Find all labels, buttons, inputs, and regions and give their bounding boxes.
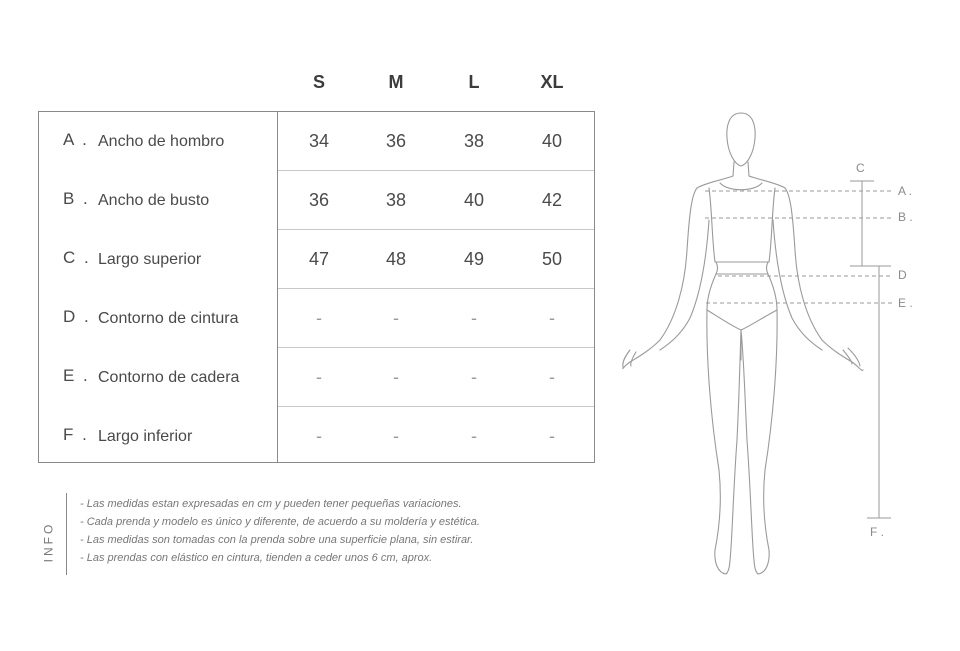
value-cell: 42 <box>541 190 563 210</box>
value-cell: 38 <box>463 131 485 151</box>
measurement-guides <box>705 181 892 518</box>
row-letter: E . <box>63 366 90 385</box>
body-figure <box>615 105 945 585</box>
value-cell: 36 <box>385 131 407 151</box>
value-cell: - <box>316 367 322 387</box>
info-divider <box>66 493 67 575</box>
table-row <box>39 171 594 230</box>
row-letter: B . <box>63 189 90 208</box>
size-header-xl: XL <box>540 72 564 92</box>
info-note: - Las medidas son tomadas con la prenda sobre una superficie plana, sin estirar. <box>80 534 474 546</box>
value-cell: 34 <box>308 131 330 151</box>
mannequin-outline <box>623 113 863 574</box>
value-cell: 49 <box>463 249 485 269</box>
size-header-m: M <box>388 72 404 92</box>
measure-label-d: D <box>898 268 907 282</box>
row-letter: F . <box>63 425 89 444</box>
value-cell: - <box>471 308 477 328</box>
row-letter: A . <box>63 130 89 149</box>
value-cell: - <box>549 308 555 328</box>
info-label: INFO <box>41 521 56 563</box>
value-cell: 47 <box>308 249 330 269</box>
value-cell: - <box>393 367 399 387</box>
info-note: - Cada prenda y modelo es único y diferente, de acuerdo a su moldería y estética. <box>80 516 480 528</box>
value-cell: 40 <box>541 131 563 151</box>
value-cell: 38 <box>385 190 407 210</box>
value-cell: - <box>471 367 477 387</box>
row-letter: C . <box>63 248 91 267</box>
measure-label-f: F . <box>870 525 884 539</box>
table-row <box>39 348 594 407</box>
row-label: Largo superior <box>98 251 202 268</box>
row-label: Contorno de cadera <box>98 369 240 386</box>
value-cell: - <box>393 426 399 446</box>
size-table <box>38 111 595 463</box>
value-cell: - <box>549 426 555 446</box>
measure-label-e: E . <box>898 296 913 310</box>
table-row <box>39 289 594 348</box>
row-label: Contorno de cintura <box>98 310 239 327</box>
value-cell: 40 <box>463 190 485 210</box>
value-cell: 50 <box>541 249 563 269</box>
row-label: Ancho de hombro <box>98 133 225 150</box>
table-row <box>39 230 594 289</box>
table-row <box>39 407 594 466</box>
info-note: - Las prendas con elástico en cintura, tienden a ceder unos 6 cm, aprox. <box>80 552 433 564</box>
size-header-s: S <box>312 72 325 92</box>
value-cell: - <box>316 308 322 328</box>
value-cell: - <box>316 426 322 446</box>
value-cell: - <box>471 426 477 446</box>
value-cell: 48 <box>385 249 407 269</box>
row-label: Largo inferior <box>98 428 193 445</box>
info-notes <box>80 495 480 567</box>
row-label: Ancho de busto <box>98 192 210 209</box>
value-cell: - <box>393 308 399 328</box>
table-row <box>39 112 594 171</box>
measure-label-b: B . <box>898 210 913 224</box>
info-note: - Las medidas estan expresadas en cm y pueden tener pequeñas variaciones. <box>80 498 462 510</box>
value-cell: - <box>549 367 555 387</box>
measure-label-a: A . <box>898 184 913 198</box>
size-header-l: L <box>468 72 480 92</box>
row-letter: D . <box>63 307 91 326</box>
value-cell: 36 <box>308 190 330 210</box>
measure-label-c: C <box>856 161 865 175</box>
